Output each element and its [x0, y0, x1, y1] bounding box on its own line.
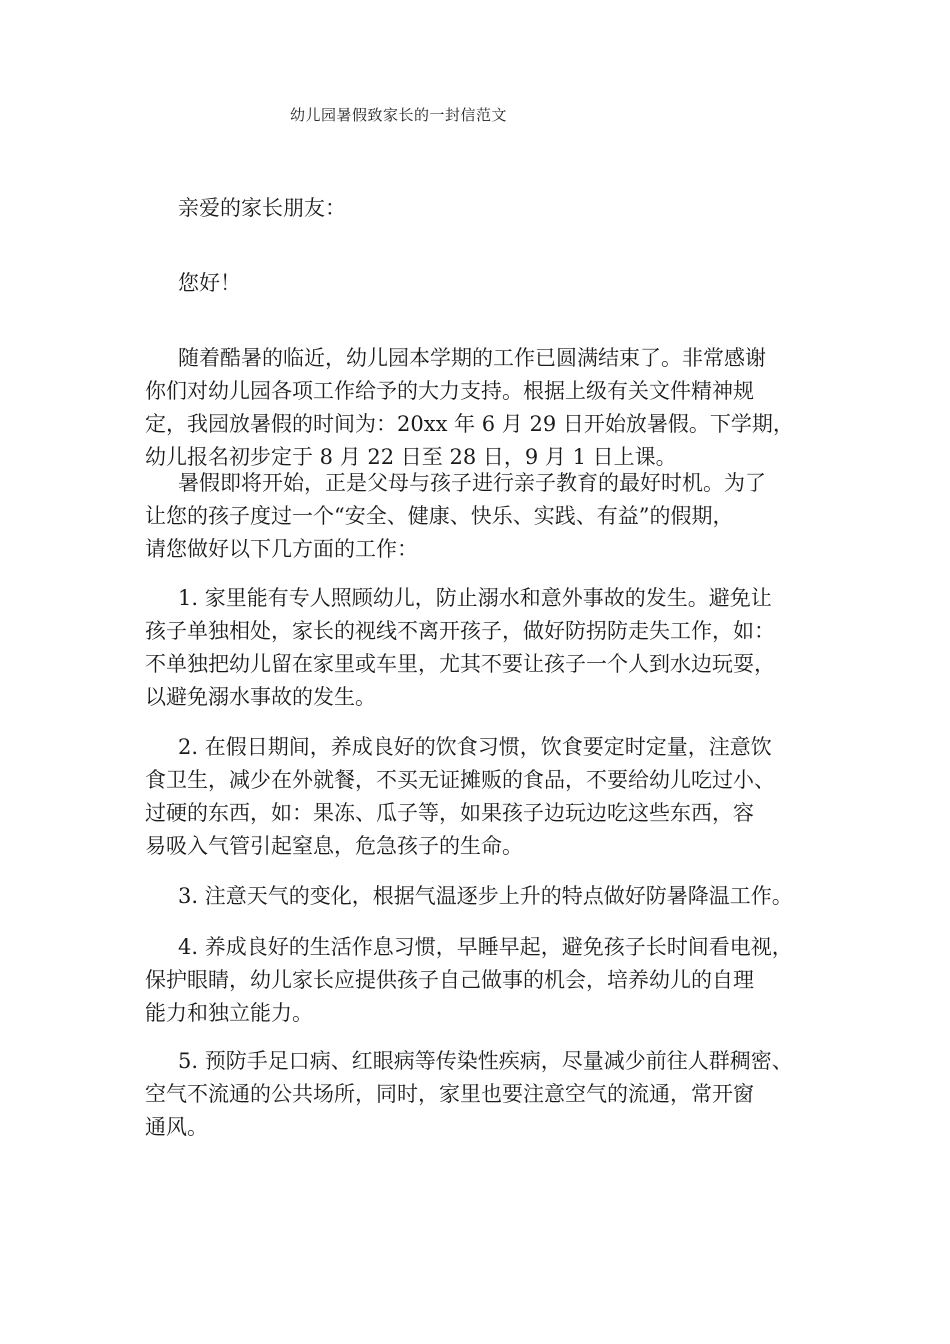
paragraph-line: 暑假即将开始，正是父母与孩子进行亲子教育的最好时机。为了 [178, 471, 766, 495]
paragraph-line: 5. 预防手足口病、红眼病等传染性疾病，尽量减少前往人群稠密、 [178, 1049, 793, 1073]
paragraph-line: 幼儿报名初步定于 8 月 22 日至 28 日，9 月 1 日上课。 [145, 445, 677, 469]
paragraph-line: 定，我园放暑假的时间为：20xx 年 6 月 29 日开始放暑假。下学期， [145, 412, 794, 436]
paragraph-line: 让您的孩子度过一个“安全、健康、快乐、实践、有益”的假期， [145, 504, 734, 528]
paragraph-line: 随着酷暑的临近，幼儿园本学期的工作已圆满结束了。非常感谢 [178, 346, 766, 370]
paragraph-line: 食卫生，减少在外就餐，不买无证摊贩的食品，不要给幼儿吃过小、 [145, 768, 775, 792]
paragraph-line: 能力和独立能力。 [145, 1001, 313, 1025]
paragraph-line: 孩子单独相处，家长的视线不离开孩子，做好防拐防走失工作，如： [145, 619, 775, 643]
paragraph-line: 你们对幼儿园各项工作给予的大力支持。根据上级有关文件精神规 [145, 379, 754, 403]
paragraph-line: 保护眼睛，幼儿家长应提供孩子自己做事的机会，培养幼儿的自理 [145, 968, 754, 992]
paragraph-line: 不单独把幼儿留在家里或车里，尤其不要让孩子一个人到水边玩耍， [145, 652, 775, 676]
paragraph-line: 通风。 [145, 1115, 208, 1139]
paragraph-line: 2. 在假日期间，养成良好的饮食习惯，饮食要定时定量，注意饮 [178, 735, 772, 759]
salutation: 亲爱的家长朋友： [178, 196, 346, 220]
paragraph-line: 空气不流通的公共场所，同时，家里也要注意空气的流通，常开窗 [145, 1082, 754, 1106]
paragraph-line: 以避免溺水事故的发生。 [145, 685, 376, 709]
paragraph-line: 易吸入气管引起窒息，危急孩子的生命。 [145, 834, 523, 858]
paragraph-line: 请您做好以下几方面的工作： [145, 537, 418, 561]
paragraph-line: 过硬的东西，如：果冻、瓜子等，如果孩子边玩边吃这些东西，容 [145, 801, 754, 825]
paragraph-line: 3. 注意天气的变化，根据气温逐步上升的特点做好防暑降温工作。 [178, 884, 793, 908]
document-title: 幼儿园暑假致家长的一封信范文 [290, 106, 508, 124]
paragraph-line: 4. 养成良好的生活作息习惯，早睡早起，避免孩子长时间看电视， [178, 935, 793, 959]
paragraph-line: 1. 家里能有专人照顾幼儿，防止溺水和意外事故的发生。避免让 [178, 586, 772, 610]
greeting: 您好！ [178, 271, 241, 295]
